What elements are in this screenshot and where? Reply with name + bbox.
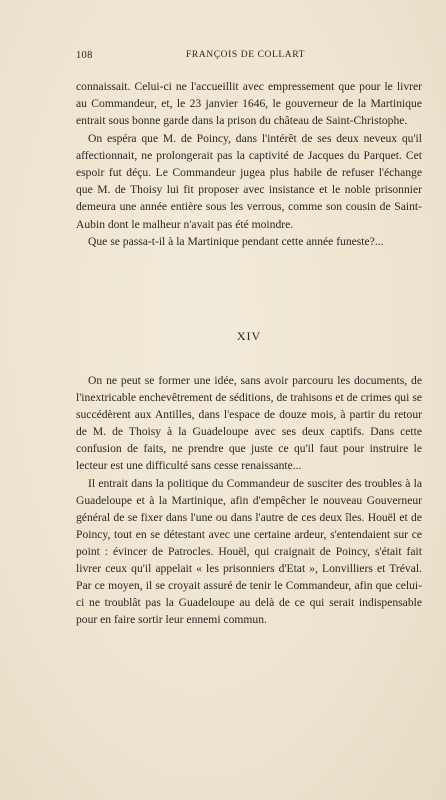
paragraph: connaissait. Celui-ci ne l'accueillit avec empressement que pour le livrer au Commandeur, et, le 23 janvier 1646, le gouverneur de la Martinique entrait sous bonne garde dans la prison du château de Saint-Christophe. bbox=[76, 80, 422, 128]
paragraph: On ne peut se former une idée, sans avoir parcouru les documents, de l'inextricable enchevêtrement de séditions, de trahisons et de crimes qui se succédèrent aux Antilles, dans l'espace de douze mois, à partir du retour de M. de Thoisy à la Guadeloupe avec ses deux captifs. Dans cette confusion de faits, ne prendre que juste ce qu'il faut pour instruire le lecteur est une difficulté sans cesse renaissante... bbox=[76, 374, 422, 473]
running-head: FRANÇOIS DE COLLART bbox=[186, 50, 306, 60]
chapter-heading: XIV bbox=[236, 329, 262, 343]
page-number: 108 bbox=[76, 50, 93, 61]
paragraph: Que se passa-t-il à la Martinique pendant cette année funeste?... bbox=[88, 234, 384, 248]
paragraph: Il entrait dans la politique du Commandeur de susciter des troubles à la Guadeloupe et à la Martinique, afin d'empêcher le nouveau Gouverneur général de se fixer dans l'une ou dans l'autre de ces deux îles. Houël et de Poincy, tout en se détestant avec une certaine ardeur, s'entendaient sur ce point : évincer de Patrocles. Houël, qui craignait de Poincy, s'était fait livrer ceux qu'il appelait « les prisonniers d'Etat », Lonvilliers et Tréval. Par ce moyen, il se croyait assuré de tenir le Commandeur, afin que celui-ci ne troublât pas la Guadeloupe au delà de ce qui serait indispensable pour en faire sortir leur ennemi commun. bbox=[76, 476, 422, 627]
section-one-text bbox=[76, 78, 422, 250]
section-two-text bbox=[76, 372, 422, 628]
paragraph: On espéra que M. de Poincy, dans l'intérêt de ses deux neveux qu'il affectionnait, ne prolongerait pas la captivité de Jacques du Parquet. Cet espoir fut déçu. Le Commandeur jugea plus habile de refuser l'échange que M. de Thoisy lui fit proposer avec insistance et le noble prisonnier demeura une année entière sous les verrous, comme son cousin de Saint-Aubin dont le malheur n'avait pas été moindre. bbox=[76, 131, 422, 231]
page-header bbox=[76, 50, 422, 66]
